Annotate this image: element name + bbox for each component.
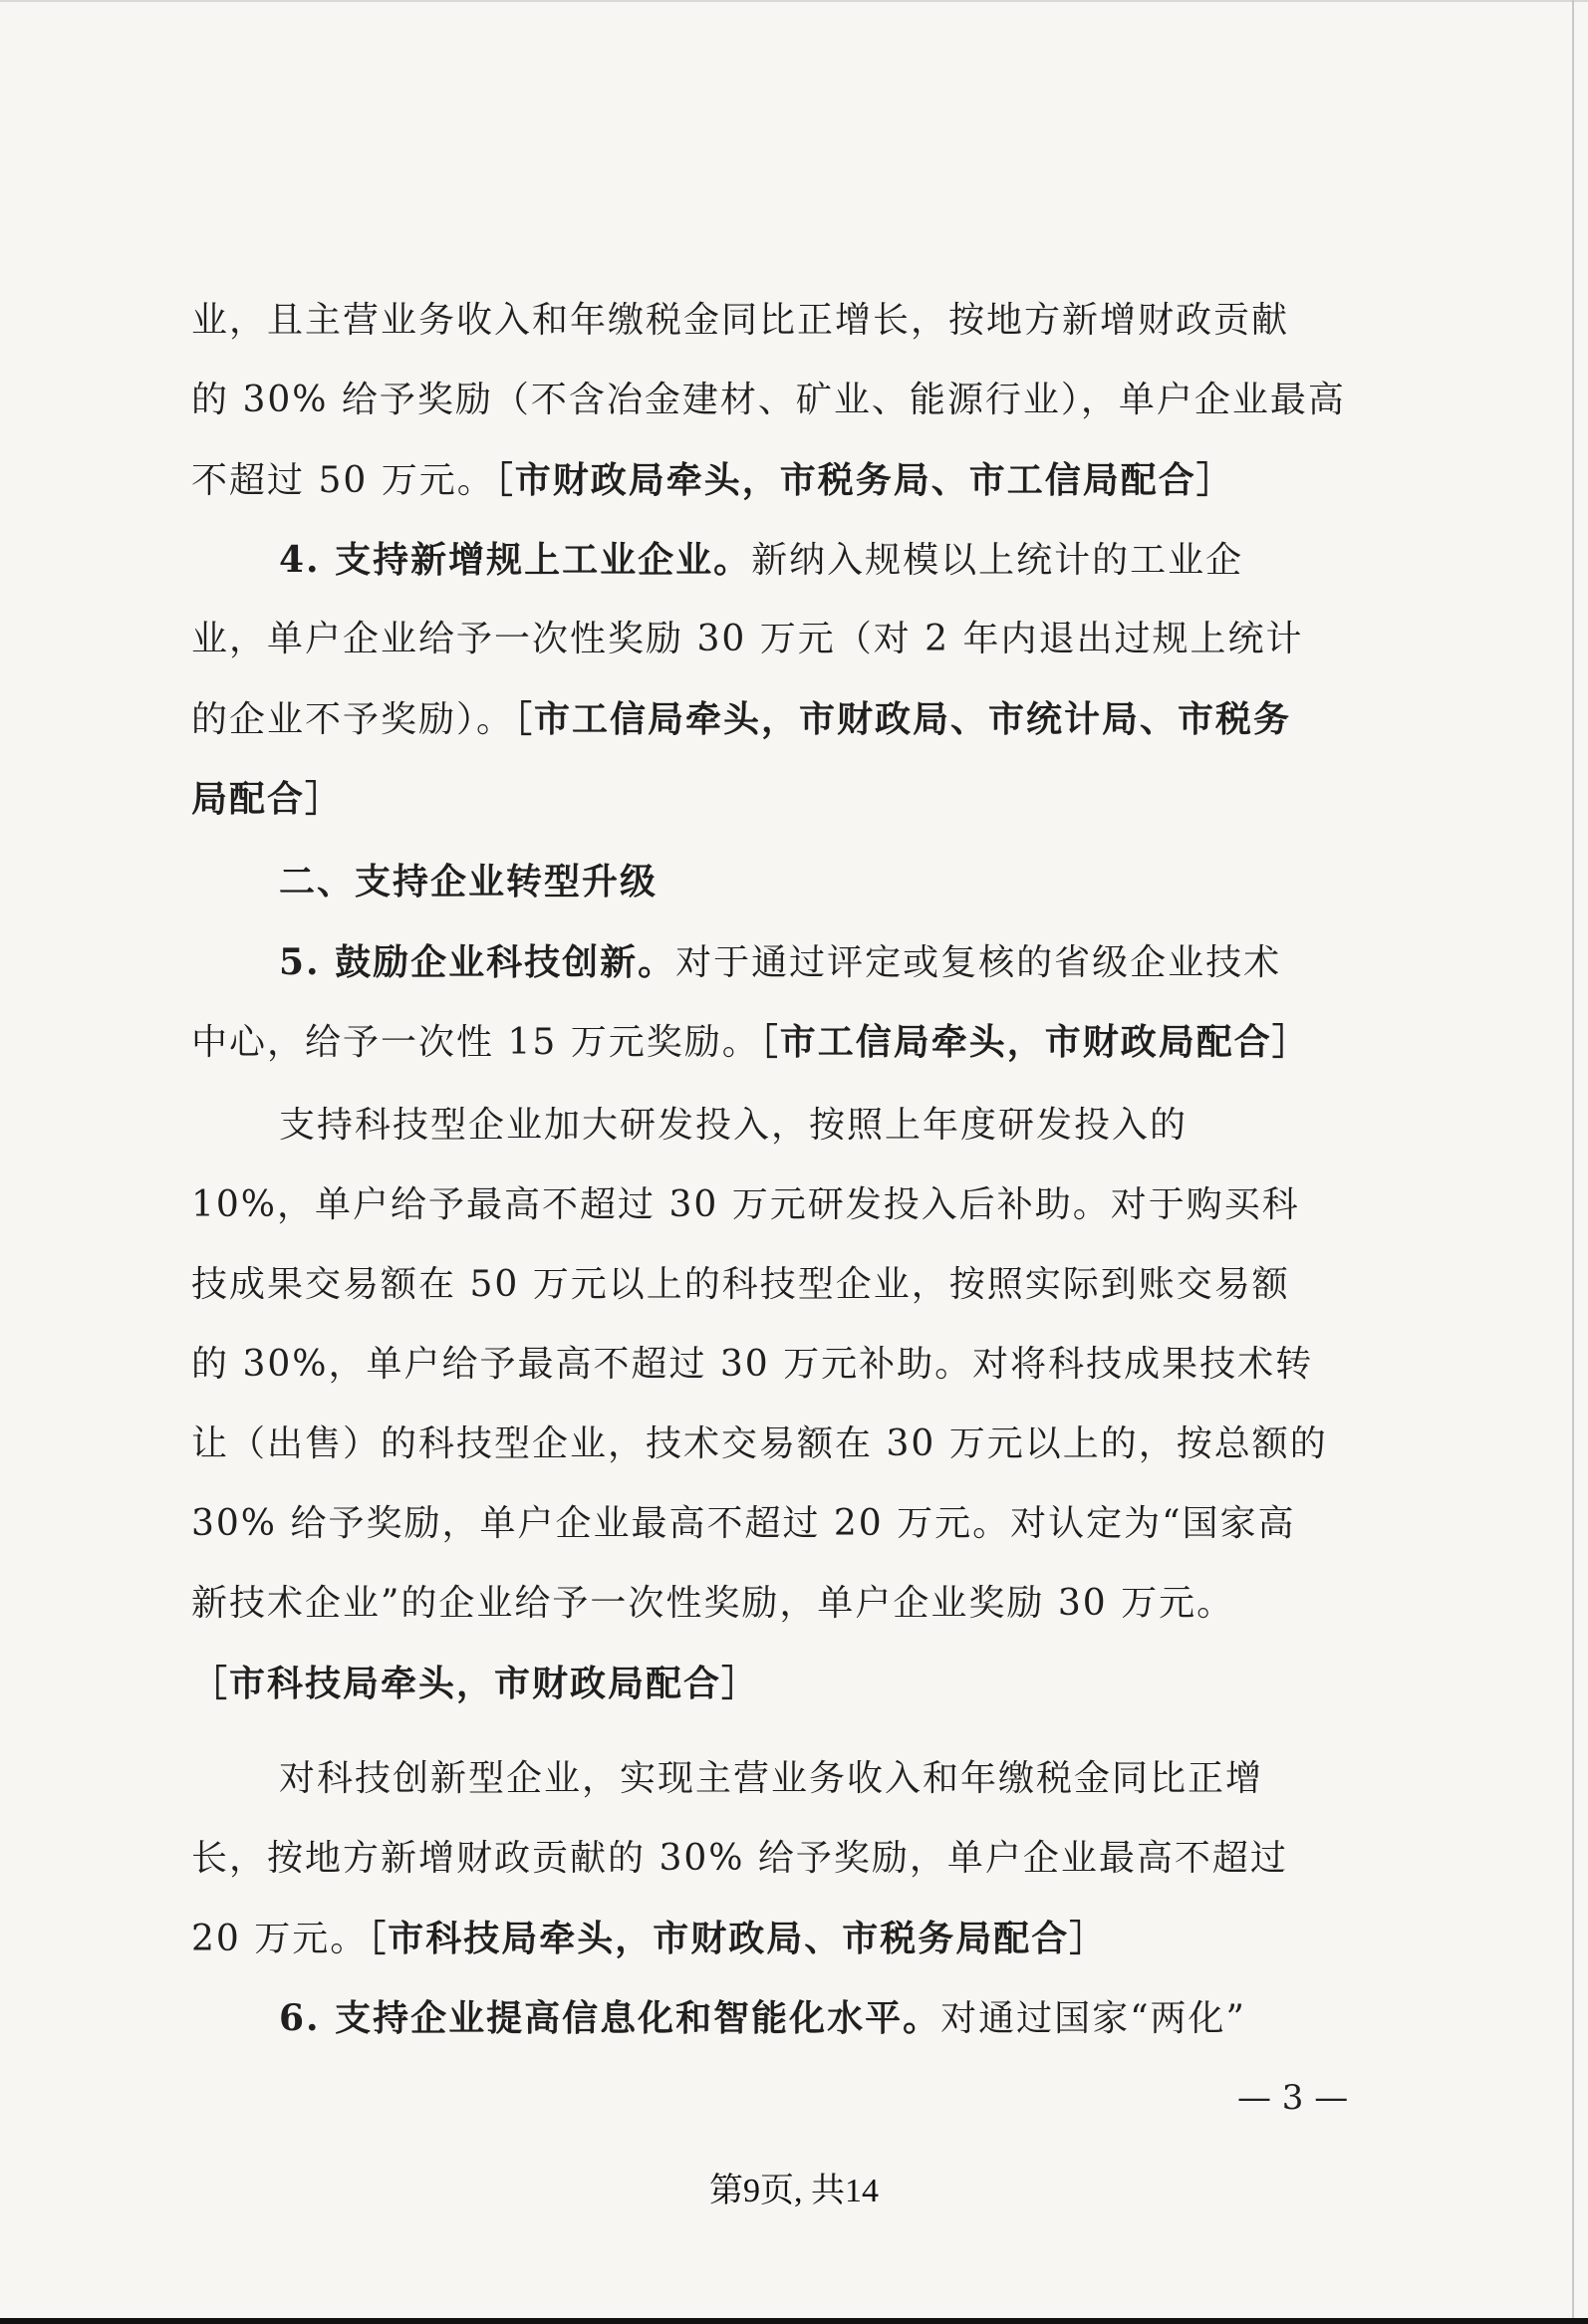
text-line-6 <box>191 689 1379 749</box>
text-segment: 业，且主营业务收入和年缴税金同比正增长，按地方新增财政贡献 <box>191 300 1290 341</box>
text-line-5 <box>191 610 1379 669</box>
text-line-13 <box>191 1255 1379 1315</box>
text-line-17 <box>191 1574 1379 1634</box>
text-line-14 <box>191 1335 1379 1395</box>
department-note: ［市财政局牵头，市税务局、市工信局配合］ <box>494 459 1234 501</box>
text-segment: 长，按地方新增财政贡献的 30% 给予奖励，单户企业最高不超过 <box>191 1838 1288 1879</box>
text-segment: 对科技创新型企业，实现主营业务收入和年缴税金同比正增 <box>279 1758 1264 1799</box>
text-line-22 <box>191 1988 1466 2048</box>
item-title-4: 4. 支持新增规上工业企业。 <box>279 539 752 581</box>
text-line-11 <box>191 1096 1466 1156</box>
text-segment: 对于通过评定或复核的省级企业技术 <box>675 942 1282 983</box>
section-heading <box>191 853 1466 912</box>
text-segment: 的企业不予奖励）。 <box>191 699 515 740</box>
text-segment: 让（出售）的科技型企业，技术交易额在 30 万元以上的，按总额的 <box>191 1423 1328 1464</box>
department-note: 局配合］ <box>191 778 344 820</box>
text-segment: 20 万元。 <box>191 1919 369 1959</box>
text-line-20 <box>191 1829 1379 1889</box>
text-segment: 中心，给予一次性 15 万元奖励。 <box>191 1022 760 1063</box>
text-line-1 <box>191 291 1379 351</box>
text-line-21 <box>191 1909 1379 1968</box>
text-line-18 <box>191 1654 1379 1713</box>
text-segment: 技成果交易额在 50 万元以上的科技型企业，按照实际到账交易额 <box>191 1264 1290 1305</box>
page-top-edge <box>0 0 1588 2</box>
department-note: ［市工信局牵头，市财政局、市统计局、市税务 <box>514 698 1292 740</box>
department-note: ［市科技局牵头，市财政局配合］ <box>191 1663 760 1704</box>
item-title-6: 6. 支持企业提高信息化和智能化水平。 <box>279 1997 941 2039</box>
text-line-10 <box>191 1012 1379 1072</box>
text-line-16 <box>191 1494 1379 1554</box>
text-line-19 <box>191 1749 1466 1809</box>
text-line-15 <box>191 1415 1379 1474</box>
page-number: — 3 — <box>1237 2078 1349 2118</box>
page-counter-footer: 第9页, 共14 <box>709 2173 879 2209</box>
department-note: ［市工信局牵头，市财政局配合］ <box>759 1021 1310 1063</box>
text-line-3 <box>191 450 1379 510</box>
text-segment: 业，单户企业给予一次性奖励 30 万元（对 2 年内退出过规上统计 <box>191 619 1304 659</box>
page-bottom-bar <box>0 2318 1588 2324</box>
item-title-5: 5. 鼓励企业科技创新。 <box>279 941 676 983</box>
text-segment: 的 30% 给予奖励（不含冶金建材、矿业、能源行业），单户企业最高 <box>191 380 1346 420</box>
text-line-9 <box>191 932 1466 992</box>
text-segment: 30% 给予奖励，单户企业最高不超过 20 万元。对认定为“国家高 <box>191 1503 1296 1544</box>
page-right-edge <box>1572 0 1574 2324</box>
text-segment: 10%，单户给予最高不超过 30 万元研发投入后补助。对于购买科 <box>191 1184 1300 1225</box>
department-note: ［市科技局牵头，市财政局、市税务局配合］ <box>368 1918 1108 1959</box>
text-line-7 <box>191 769 1379 829</box>
text-segment: 新技术企业”的企业给予一次性奖励，单户企业奖励 30 万元。 <box>191 1583 1235 1624</box>
text-line-2 <box>191 371 1379 430</box>
text-segment: 的 30%，单户给予最高不超过 30 万元补助。对将科技成果技术转 <box>191 1344 1314 1385</box>
text-segment: 不超过 50 万元。 <box>191 460 495 501</box>
text-segment: 对通过国家“两化” <box>940 1998 1246 2039</box>
text-line-12 <box>191 1175 1379 1235</box>
text-segment: 支持科技型企业加大研发投入，按照上年度研发投入的 <box>279 1105 1189 1146</box>
text-segment: 新纳入规模以上统计的工业企 <box>751 540 1244 581</box>
section-title: 二、支持企业转型升级 <box>279 862 659 903</box>
text-line-4 <box>191 530 1466 590</box>
